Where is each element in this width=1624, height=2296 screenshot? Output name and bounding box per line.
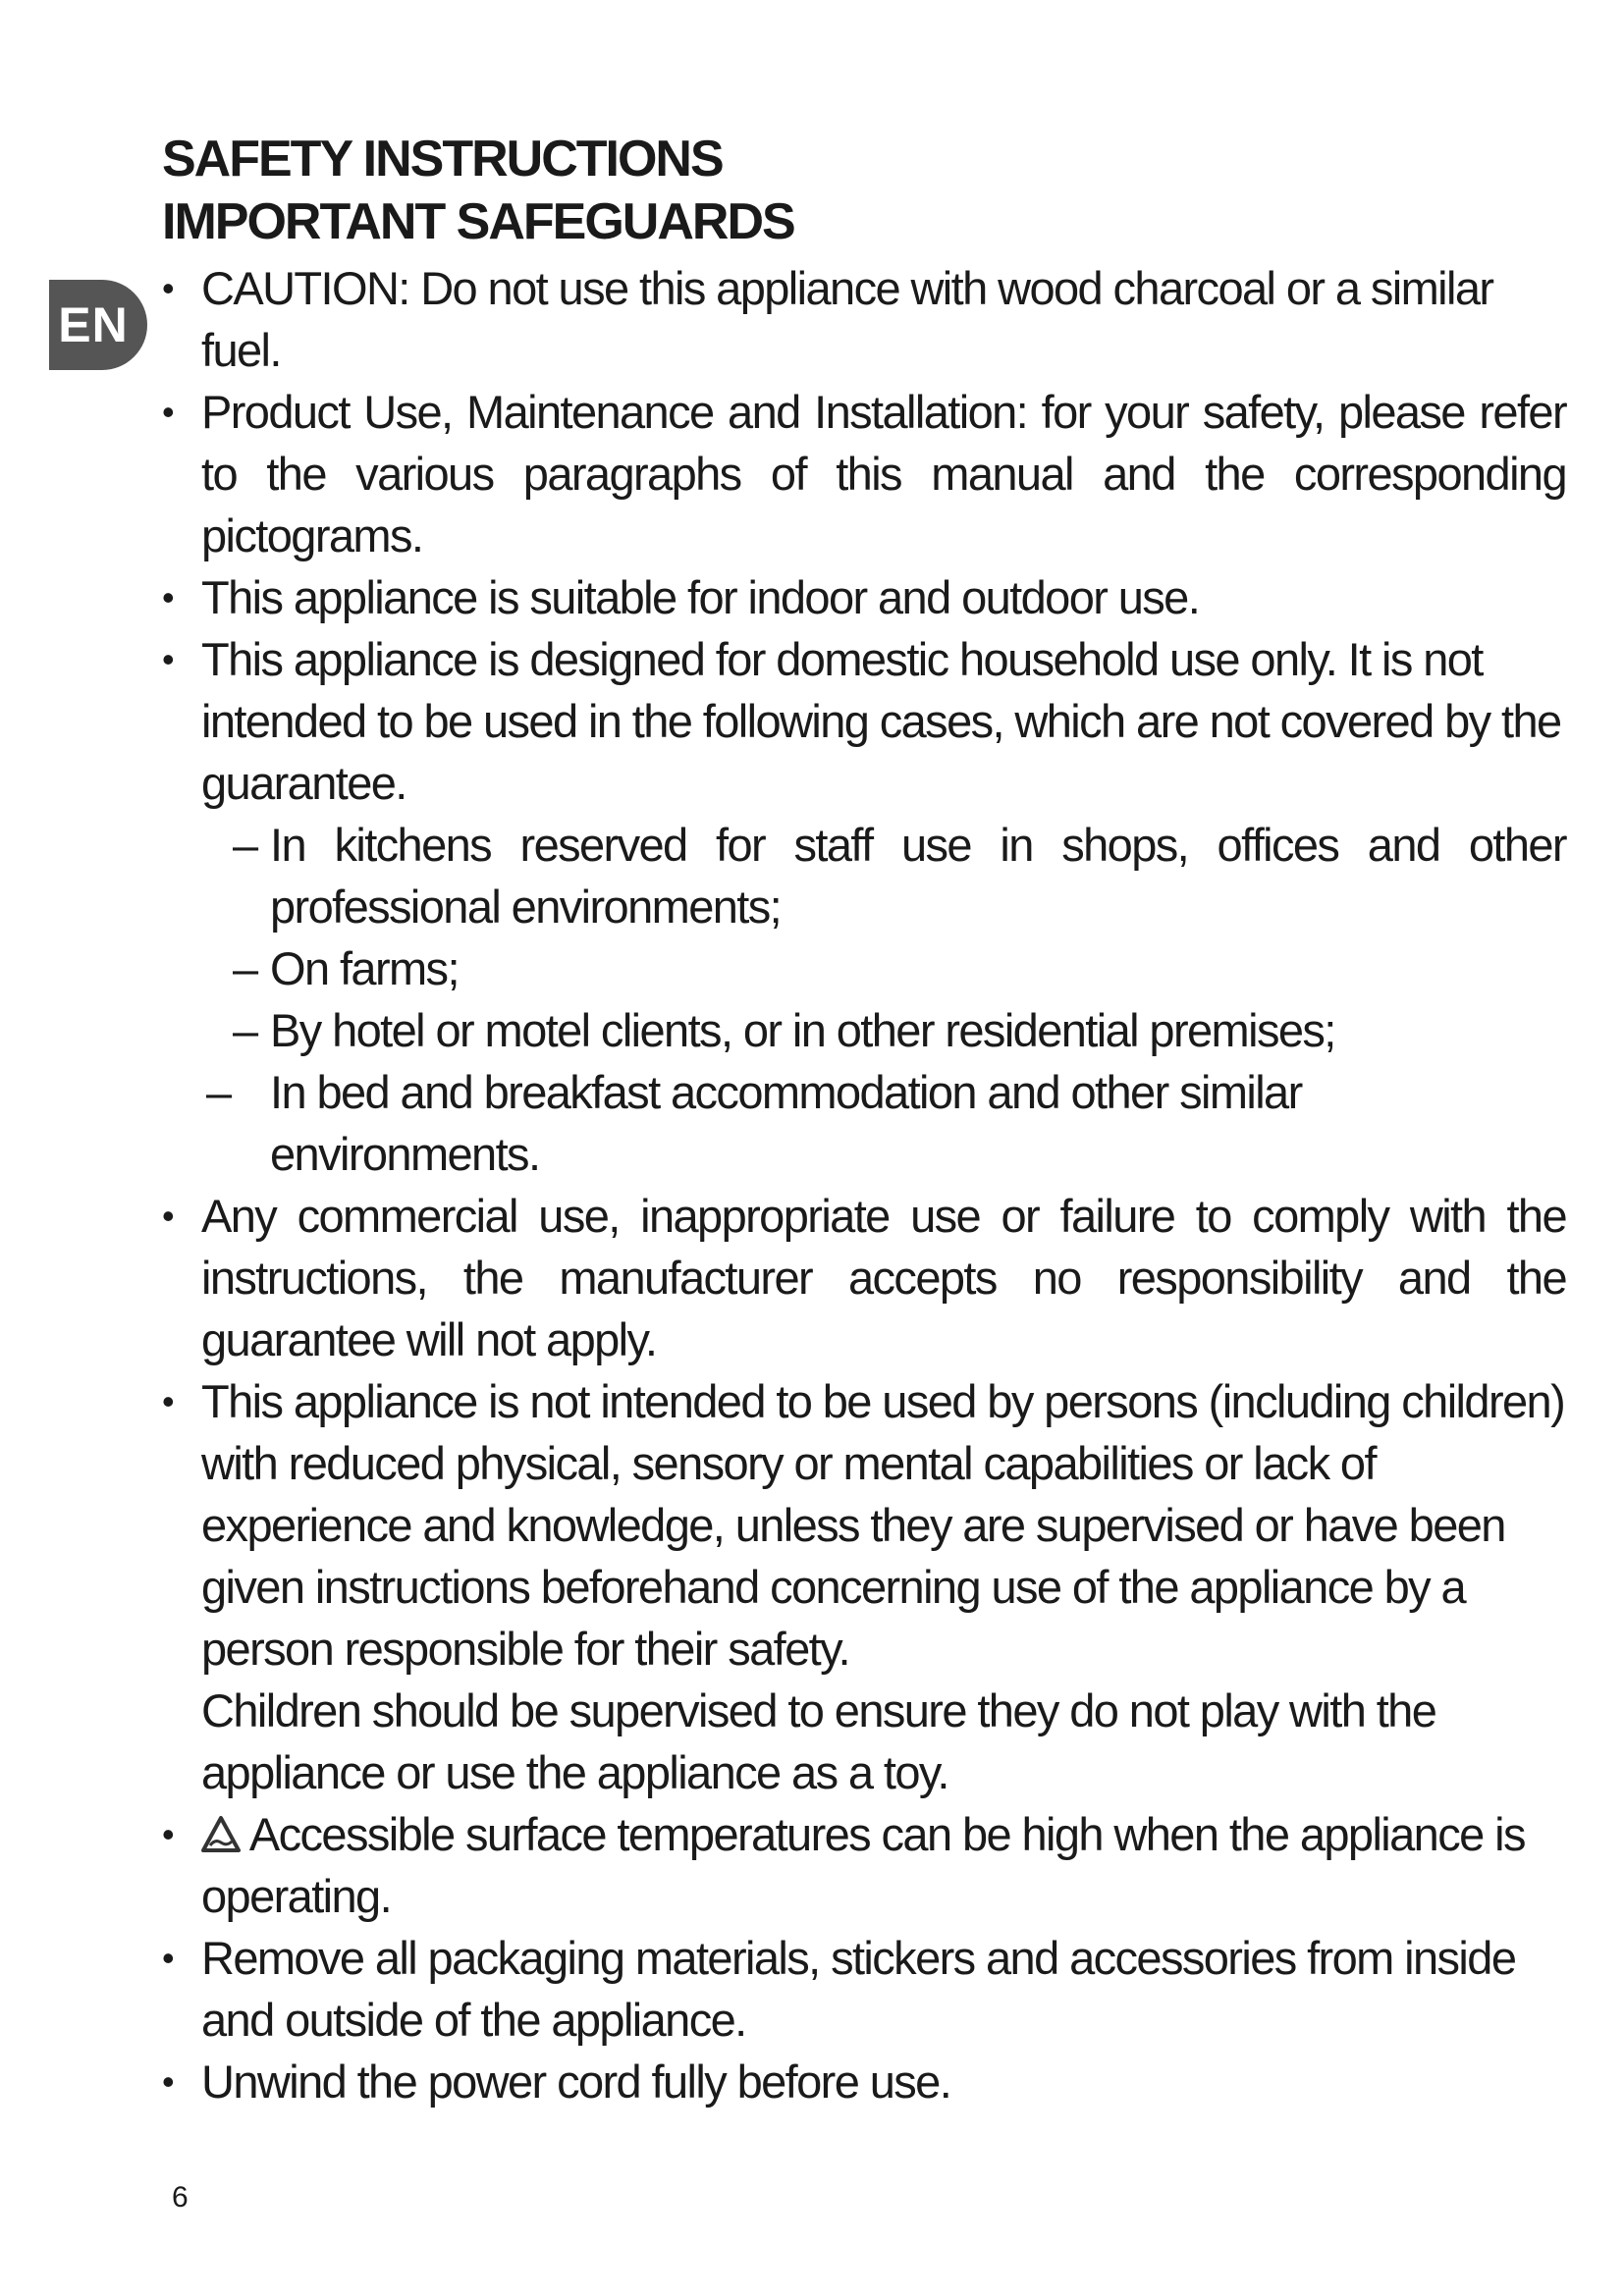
- excluded-case-item: – In bed and breakfast accommodation and other similar environments.: [201, 1061, 1566, 1185]
- domestic-use-text: • This appliance is designed for domestic household use only. It is not intended to be used in the following cases, which are not covered by the guarantee.: [201, 633, 1561, 809]
- list-item-commercial-use: • Any commercial use, inappropriate use or failure to comply with the instructions, the manufacturer accepts no responsibility and the guarantee will not apply.: [162, 1185, 1566, 1370]
- excluded-case-item: – By hotel or motel clients, or in other residential premises;: [201, 999, 1566, 1061]
- list-item-hot-surface: [162, 1803, 1566, 1927]
- warning-triangle-icon: [201, 1815, 241, 1854]
- list-item-domestic-use: [162, 628, 1566, 1185]
- list-item-packaging: • Remove all packaging materials, stickers and accessories from inside and outside of the appliance.: [162, 1927, 1566, 2051]
- list-item-product-use: • Product Use, Maintenance and Installation: for your safety, please refer to the various paragraphs of this manual and the corresponding pictograms.: [162, 381, 1566, 566]
- safeguards-list: [162, 257, 1566, 2112]
- excluded-cases-list: [201, 814, 1566, 1185]
- list-item-caution: • CAUTION: Do not use this appliance with wood charcoal or a similar fuel.: [162, 257, 1566, 381]
- excluded-case-item: – On farms;: [201, 937, 1566, 999]
- children-text: Children should be supervised to ensure they do not play with the appliance or use the appliance as a toy.: [201, 1684, 1436, 1798]
- language-tab: [49, 280, 147, 370]
- safety-instructions-section: [162, 128, 1566, 2112]
- page-subtitle: IMPORTANT SAFEGUARDS: [162, 193, 794, 250]
- list-item-power-cord: • Unwind the power cord fully before use.: [162, 2051, 1566, 2112]
- list-item-indoor-outdoor: • This appliance is suitable for indoor and outdoor use.: [162, 566, 1566, 628]
- page-title: SAFETY INSTRUCTIONS: [162, 131, 723, 187]
- excluded-case-item: – In kitchens reserved for staff use in shops, offices and other professional environments;: [201, 814, 1566, 937]
- page-number: 6: [172, 2181, 189, 2214]
- list-item-persons: [162, 1370, 1566, 1803]
- hot-surface-text: Accessible surface temperatures can be high when the appliance is operating.: [201, 1808, 1525, 1922]
- persons-text: • This appliance is not intended to be used by persons (including children) with reduced physical, sensory or mental capabilities or lack of experience and knowledge, unless they are supervised or have been given instructions beforehand concerning use of the appliance by a person responsible for their safety.: [201, 1375, 1565, 1675]
- language-tab-label: EN: [58, 297, 129, 352]
